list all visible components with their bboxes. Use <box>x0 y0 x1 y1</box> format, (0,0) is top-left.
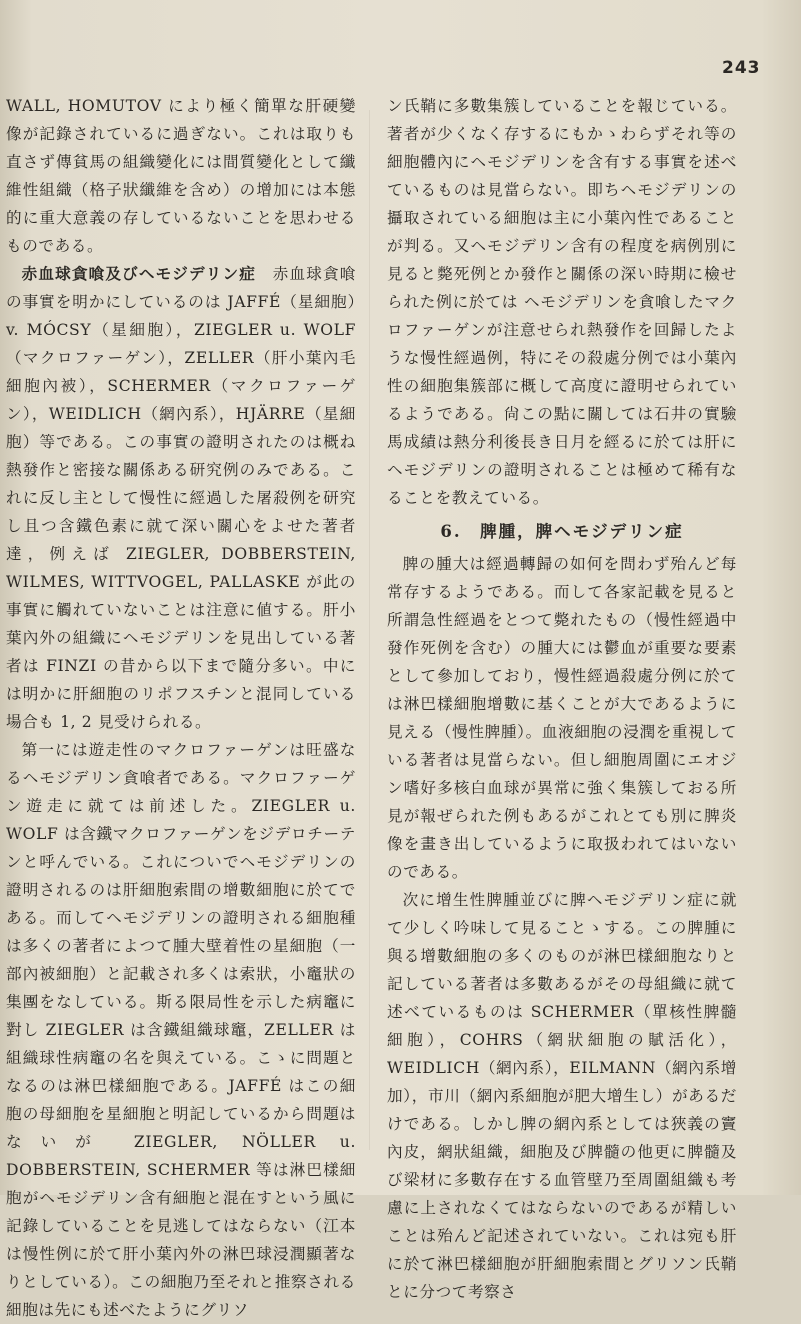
section-heading: 6. 脾腫，脾ヘモジデリン症 <box>440 522 684 541</box>
run-in-heading: 赤血球貪喰及びヘモジデリン症 <box>21 264 257 283</box>
paragraph-r2: 脾の腫大は經過轉歸の如何を問わず殆んど每常存するようである。而して各家記載を見ると所謂急性經過をとつて斃れたもの（慢性經過中發作死例を含む）の腫大には鬱血が重要な要素として參加しており，慢性經過殺處分例に於ては淋巴樣細胞增數に基くことが大であるように見える（慢性脾腫）。血液細胞の浸潤を重視している著者は見當らない。但し細胞周圍にエオジン嗜好多核白血球が異常に強く集簇しておる所見が報ぜられた例もあるがこれとても別に脾炎像を畫き出しているように取扱われてはいないのである。 <box>387 555 737 881</box>
paragraph-l2-text: 赤血球貪喰の事實を明かにしているのは JAFFÉ（星細胞）v. MÓCSY（星細胞），ZIEGLER u. WOLF（マクロファーゲン），ZELLER（肝小葉內毛細胞內被），SCHERMER（マクロファーゲン），WEIDLICH（網內系），HJÄRRE（星細胞）等である。この事實の證明されたのは概ね熱發作と密接な關係ある研究例のみである。これに反し主として慢性に經過した屠殺例を研究し且つ含鐵色素に就て深い關心をよせた著者達，例えば ZIEGLER, DOBBERSTEIN, WILMES, WITTVOGEL, PALLASKE が此の事實に觸れていないことは注意に値する。肝小葉內外の組織にヘモジデリンを見出している著者は FINZI の昔から以下まで隨分多い。中には明かに肝細胞のリポフスチンと混同している場合も 1, 2 見受けられる。 <box>6 265 356 731</box>
paragraph-l1: WALL, HOMUTOV により極く簡單な肝硬變像が記錄されているに過ぎない。これは取りも直さず傳貧馬の組織變化には間質變化として纖維性組織（格子狀纖維を含め）の增加には本態的に重大意義の存しているないことを思わせるものである。 <box>6 97 356 255</box>
paragraph-r3: 次に增生性脾腫並びに脾ヘモジデリン症に就て少しく吟味して見ることゝする。この脾腫に與る增數細胞の多くのものが淋巴樣細胞なりと記している著者は多數あるがその母組織に就て述べているものは SCHERMER（單核性脾髓細胞），COHRS（網狀細胞の賦活化），WEIDLICH（網內系），EILMANN（網內系增加），市川（網內系細胞が肥大增生し）があるだけである。しかし脾の網內系としては狹義の竇內皮，網狀組織，細胞及び脾髓の他更に脾髓及び梁材に多數存在する血管壁乃至周圍組織も考慮に上されなくてはならないのであるが精しいことは殆んど記述されていない。これは宛も肝に於て淋巴樣細胞が肝細胞索間とグリソン氏鞘とに分つて考察さ <box>387 891 737 1301</box>
paragraph-r1: ン氏鞘に多數集簇していることを報じている。著者が少くなく存するにもかゝわらずそれ等の細胞體內にヘモジデリンを含有する事實を述べているものは見當らない。即ちヘモジデリンの攝取されている細胞は主に小葉內性であることが判る。又ヘモジデリン含有の程度を病例別に見ると斃死例とか發作と關係の深い時期に檢せられた例に於ては ヘモジデリンを貪喰したマクロファーゲンが注意せられ熱發作を回歸したような慢性經過例，特にその殺處分例では小葉內性の細胞集簇部に概して高度に證明せられているようである。尙この點に關しては石井の實驗馬成績は熱分利後長き日月を經るに於ては肝にヘモジデリンの證明されることは極めて稀有なることを教えている。 <box>387 97 737 507</box>
right-column <box>387 92 737 1301</box>
column-gutter <box>369 110 370 1150</box>
page-number: 243 <box>722 58 761 78</box>
paragraph-l3: 第一には遊走性のマクロファーゲンは旺盛なるヘモジデリン貪喰者である。マクロファーゲン遊走に就ては前述した。ZIEGLER u. WOLF は含鐵マクロファーゲンをジデロチーテンと呼んでいる。これについでヘモジデリンの證明されるのは肝細胞索間の增數細胞に於てである。而してヘモジデリンの證明される細胞種は多くの著者によつて腫大壁着性の星細胞（一部內被細胞）と記載され多くは索狀，小竈狀の集團をなしている。斯る限局性を示した病竈に對し ZIEGLER は含鐵組織球竈，ZELLER は組織球性病竈の名を與えている。こゝに問題となるのは淋巴樣細胞である。JAFFÉ はこの細胞の母細胞を星細胞と明記しているから問題はないが ZIEGLER, NÖLLER u. DOBBERSTEIN, SCHERMER 等は淋巴樣細胞がヘモジデリン含有細胞と混在すという風に記錄していることを見逃してはならない（江本は慢性例に於て肝小葉內外の淋巴球浸潤顯著なりとしている）。この細胞乃至それと推察される細胞は先にも述べたようにグリソ <box>6 741 356 1319</box>
paragraph-l2 <box>6 260 356 736</box>
left-column <box>6 92 356 1319</box>
